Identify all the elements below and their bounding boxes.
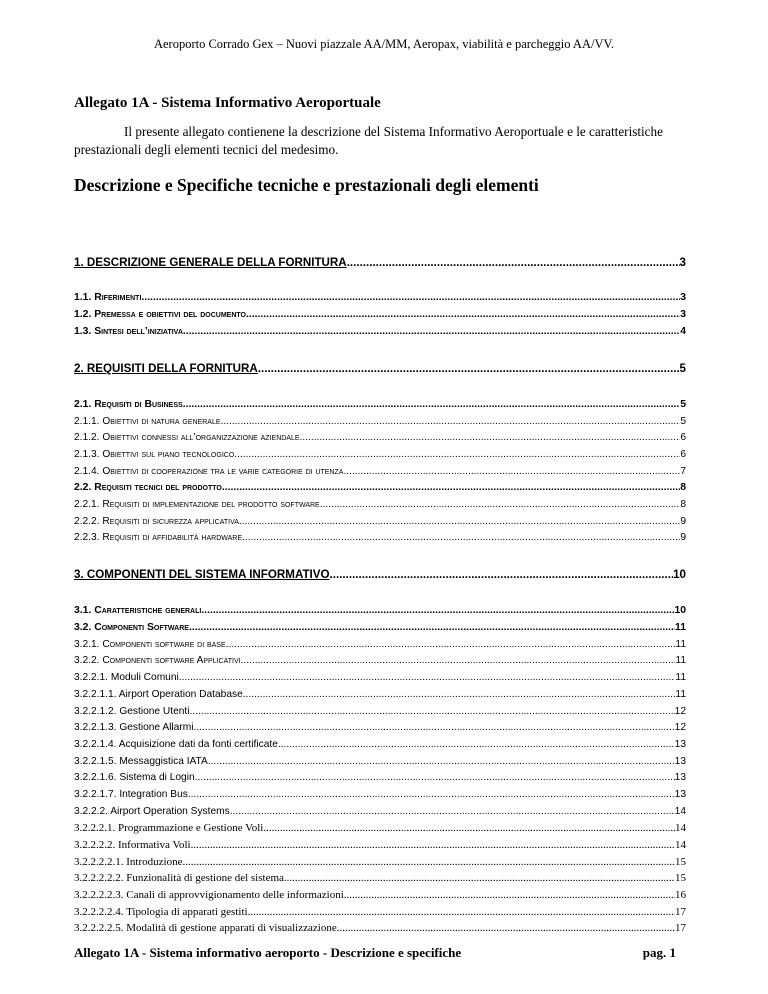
toc-entry[interactable]	[74, 906, 686, 918]
toc-number: 3.2.2.2.2.3.	[74, 889, 127, 901]
toc-text: Requisiti di sicurezza applicativa	[102, 516, 239, 527]
toc-text: Introduzione	[126, 856, 183, 868]
toc-number: 3.2.2.2.2.4.	[74, 906, 127, 918]
toc-page: 10	[674, 605, 686, 616]
page-header: Aeroporto Corrado Gex – Nuovi piazzale AA/MM, Aeropax, viabilità e parcheggio AA/VV.	[153, 37, 615, 51]
toc-page: 13	[674, 756, 686, 767]
toc-entry[interactable]	[74, 605, 686, 616]
toc-number: 3.2.2.2.2.1.	[74, 856, 127, 868]
toc-page: 6	[680, 449, 686, 460]
toc-number: 3.2.2.1.	[74, 672, 111, 683]
toc-text: Gestione Allarmi	[119, 722, 194, 733]
intro-paragraph: Il presente allegato contienene la descrizione del Sistema Informativo Aeroportuale e le caratteristiche prestazionali degli elementi tecnici del medesimo.	[74, 124, 663, 157]
toc-text: Messaggistica IATA	[119, 756, 208, 767]
toc-text: Funzionalità di gestione del sistema	[126, 872, 284, 884]
toc-entry[interactable]	[74, 449, 686, 460]
toc-page: 14	[675, 839, 686, 851]
toc-entry[interactable]	[74, 722, 686, 733]
toc-entry[interactable]	[74, 292, 686, 303]
toc-entry[interactable]	[74, 772, 686, 783]
toc-page: 9	[680, 532, 686, 543]
toc-entry[interactable]	[74, 655, 686, 666]
toc-entry[interactable]	[74, 516, 686, 527]
toc-text: COMPONENTI DEL SISTEMA INFORMATIVO	[86, 568, 330, 581]
toc-text: Caratteristiche generali	[94, 605, 202, 616]
toc-entry[interactable]	[74, 482, 686, 493]
toc-text: Obiettivi sul piano tecnologico	[102, 449, 235, 460]
toc-entry[interactable]	[74, 362, 686, 375]
toc-number: 2.1.2.	[74, 432, 103, 443]
toc-page: 5	[679, 362, 686, 375]
toc-text: Premessa e obiettivi del documento	[94, 309, 246, 320]
toc-page: 11	[675, 639, 686, 650]
toc-page: 12	[674, 722, 686, 733]
toc-entry[interactable]	[74, 532, 686, 543]
toc-text: Airport Operation Systems	[110, 806, 230, 817]
toc-entry[interactable]	[74, 399, 686, 410]
toc-page: 17	[675, 906, 686, 918]
toc-entry[interactable]	[74, 706, 686, 717]
toc-text: Obiettivi di natura generale	[102, 416, 221, 427]
toc-entry[interactable]	[74, 309, 686, 320]
toc-page: 12	[674, 706, 686, 717]
toc-number: 3.2.2.1.3.	[74, 722, 120, 733]
toc-entry[interactable]	[74, 922, 686, 934]
toc-number: 2.2.3.	[74, 532, 103, 543]
toc-page: 16	[675, 889, 686, 901]
toc-text: Componenti software di base	[102, 639, 226, 650]
toc-number: 3.2.2.1.7.	[74, 789, 120, 800]
toc-number: 2.2.	[74, 482, 95, 493]
toc-number: 3.2.2.2.2.2.	[74, 872, 127, 884]
toc-number: 3.2.2.1.4.	[74, 739, 119, 750]
toc-page: 15	[675, 872, 686, 884]
toc-number: 2.2.2.	[74, 516, 103, 527]
toc-number: 1.1.	[74, 292, 95, 303]
toc-entry[interactable]	[74, 689, 686, 700]
toc-page: 13	[674, 789, 686, 800]
toc-number: 2.1.1.	[74, 416, 103, 427]
toc-text: Airport Operation Database	[118, 689, 243, 700]
toc-entry[interactable]	[74, 256, 686, 269]
toc-number: 3.2.2.1.2.	[74, 706, 120, 717]
toc-text: Obiettivi connessi all’organizzazione aziendale	[102, 432, 300, 443]
toc-number: 3.2.	[74, 622, 95, 633]
toc-page: 10	[673, 568, 686, 581]
toc-number: 3.2.2.1.5.	[74, 756, 120, 767]
toc-entry[interactable]	[74, 789, 686, 800]
toc-text: DESCRIZIONE GENERALE DELLA FORNITURA	[86, 256, 347, 269]
toc-text: Obiettivi di cooperazione tra le varie categorie di utenza	[102, 466, 344, 477]
footer-title: Allegato 1A - Sistema informativo aeroporto - Descrizione e specifiche	[74, 945, 462, 960]
toc-page: 17	[675, 922, 686, 934]
toc-page: 3	[680, 292, 686, 303]
toc-text: Sistema di Login	[119, 772, 195, 783]
toc-page: 14	[675, 822, 686, 834]
toc-text: Informativa Voli	[118, 839, 191, 851]
toc-entry[interactable]	[74, 756, 686, 767]
toc-page: 13	[674, 772, 686, 783]
page-number: pag. 1	[642, 945, 676, 960]
toc-page: 5	[680, 416, 686, 427]
toc-number: 3.1.	[74, 605, 95, 616]
toc-number: 3.2.2.2.1.	[74, 822, 118, 834]
toc-number: 1.	[74, 256, 87, 269]
toc-text: Componenti software Applicativi	[102, 655, 241, 666]
toc-number: 3.2.2.2.2.5.	[74, 922, 127, 934]
toc-text: Riferimenti	[94, 292, 142, 303]
toc-entry[interactable]	[74, 872, 686, 884]
toc-page: 5	[680, 399, 686, 410]
toc-text: Tipologia di apparati gestiti	[126, 906, 248, 918]
toc-number: 1.2.	[74, 309, 95, 320]
toc-text: Gestione Utenti	[119, 706, 190, 717]
toc-number: 1.3.	[74, 326, 95, 337]
section-heading: Descrizione e Specifiche tecniche e prestazionali degli elementi	[74, 175, 539, 195]
toc-text: Moduli Comuni	[110, 672, 179, 683]
toc-page: 11	[675, 689, 686, 700]
toc-page: 7	[680, 466, 686, 477]
toc-page: 11	[675, 672, 686, 683]
toc-entry[interactable]	[74, 432, 686, 443]
toc-entry[interactable]	[74, 839, 686, 851]
toc-text: Modalità di gestione apparati di visualizzazione	[126, 922, 337, 934]
toc-number: 3.2.1.	[74, 639, 103, 650]
toc-number: 3.2.2.2.	[74, 806, 111, 817]
toc-entry[interactable]	[74, 889, 686, 901]
toc-text: Requisiti di affidabilità hardware	[102, 532, 242, 543]
toc-number: 2.	[74, 362, 87, 375]
toc-entry[interactable]	[74, 622, 686, 633]
toc-text: Requisiti tecnici del prodotto	[94, 482, 222, 493]
toc-page: 11	[675, 655, 686, 666]
toc-entry[interactable]	[74, 672, 686, 683]
toc-number: 3.2.2.	[74, 655, 103, 666]
toc-number: 2.2.1.	[74, 499, 103, 510]
toc-entry[interactable]	[74, 856, 686, 868]
toc-number: 2.1.3.	[74, 449, 103, 460]
toc-page: 8	[680, 482, 686, 493]
toc-number: 3.2.2.1.6.	[74, 772, 120, 783]
toc-text: Acquisizione dati da fonti certificate	[118, 739, 278, 750]
toc-entry[interactable]	[74, 416, 686, 427]
document-title: Allegato 1A - Sistema Informativo Aeroportuale	[74, 95, 381, 111]
toc-page: 8	[680, 499, 686, 510]
toc-entry[interactable]	[74, 822, 686, 834]
toc-text: Sintesi dell’iniziativa	[94, 326, 183, 337]
toc-page: 11	[675, 622, 686, 633]
toc-entry[interactable]	[74, 326, 686, 337]
toc-page: 13	[674, 739, 686, 750]
toc-entry[interactable]	[74, 499, 686, 510]
toc-text: Programmazione e Gestione Voli	[118, 822, 264, 834]
toc-page: 4	[680, 326, 686, 337]
toc-text: Requisiti di Business	[94, 399, 183, 410]
toc-number: 3.	[74, 568, 87, 581]
toc-entry[interactable]	[74, 466, 686, 477]
toc-entry[interactable]	[74, 739, 686, 750]
toc-page: 6	[680, 432, 686, 443]
toc-text: Canali di approvvigionamento delle informazioni	[126, 889, 344, 901]
toc-page: 15	[675, 856, 686, 868]
toc-page: 14	[674, 806, 686, 817]
toc-number: 3.2.2.1.1.	[74, 689, 119, 700]
toc-text: Requisiti di implementazione del prodotto software	[102, 499, 320, 510]
toc-text: Integration Bus	[119, 789, 188, 800]
toc-number: 2.1.4.	[74, 466, 103, 477]
toc-text: Componenti Software	[94, 622, 189, 633]
toc-text: REQUISITI DELLA FORNITURA	[86, 362, 258, 375]
toc-number: 3.2.2.2.2.	[74, 839, 118, 851]
toc-page: 3	[680, 309, 686, 320]
toc-number: 2.1.	[74, 399, 95, 410]
toc-entry[interactable]	[74, 639, 686, 650]
toc-page: 9	[680, 516, 686, 527]
toc-entry[interactable]	[74, 806, 686, 817]
toc-page: 3	[679, 256, 686, 269]
toc-entry[interactable]	[74, 568, 686, 581]
